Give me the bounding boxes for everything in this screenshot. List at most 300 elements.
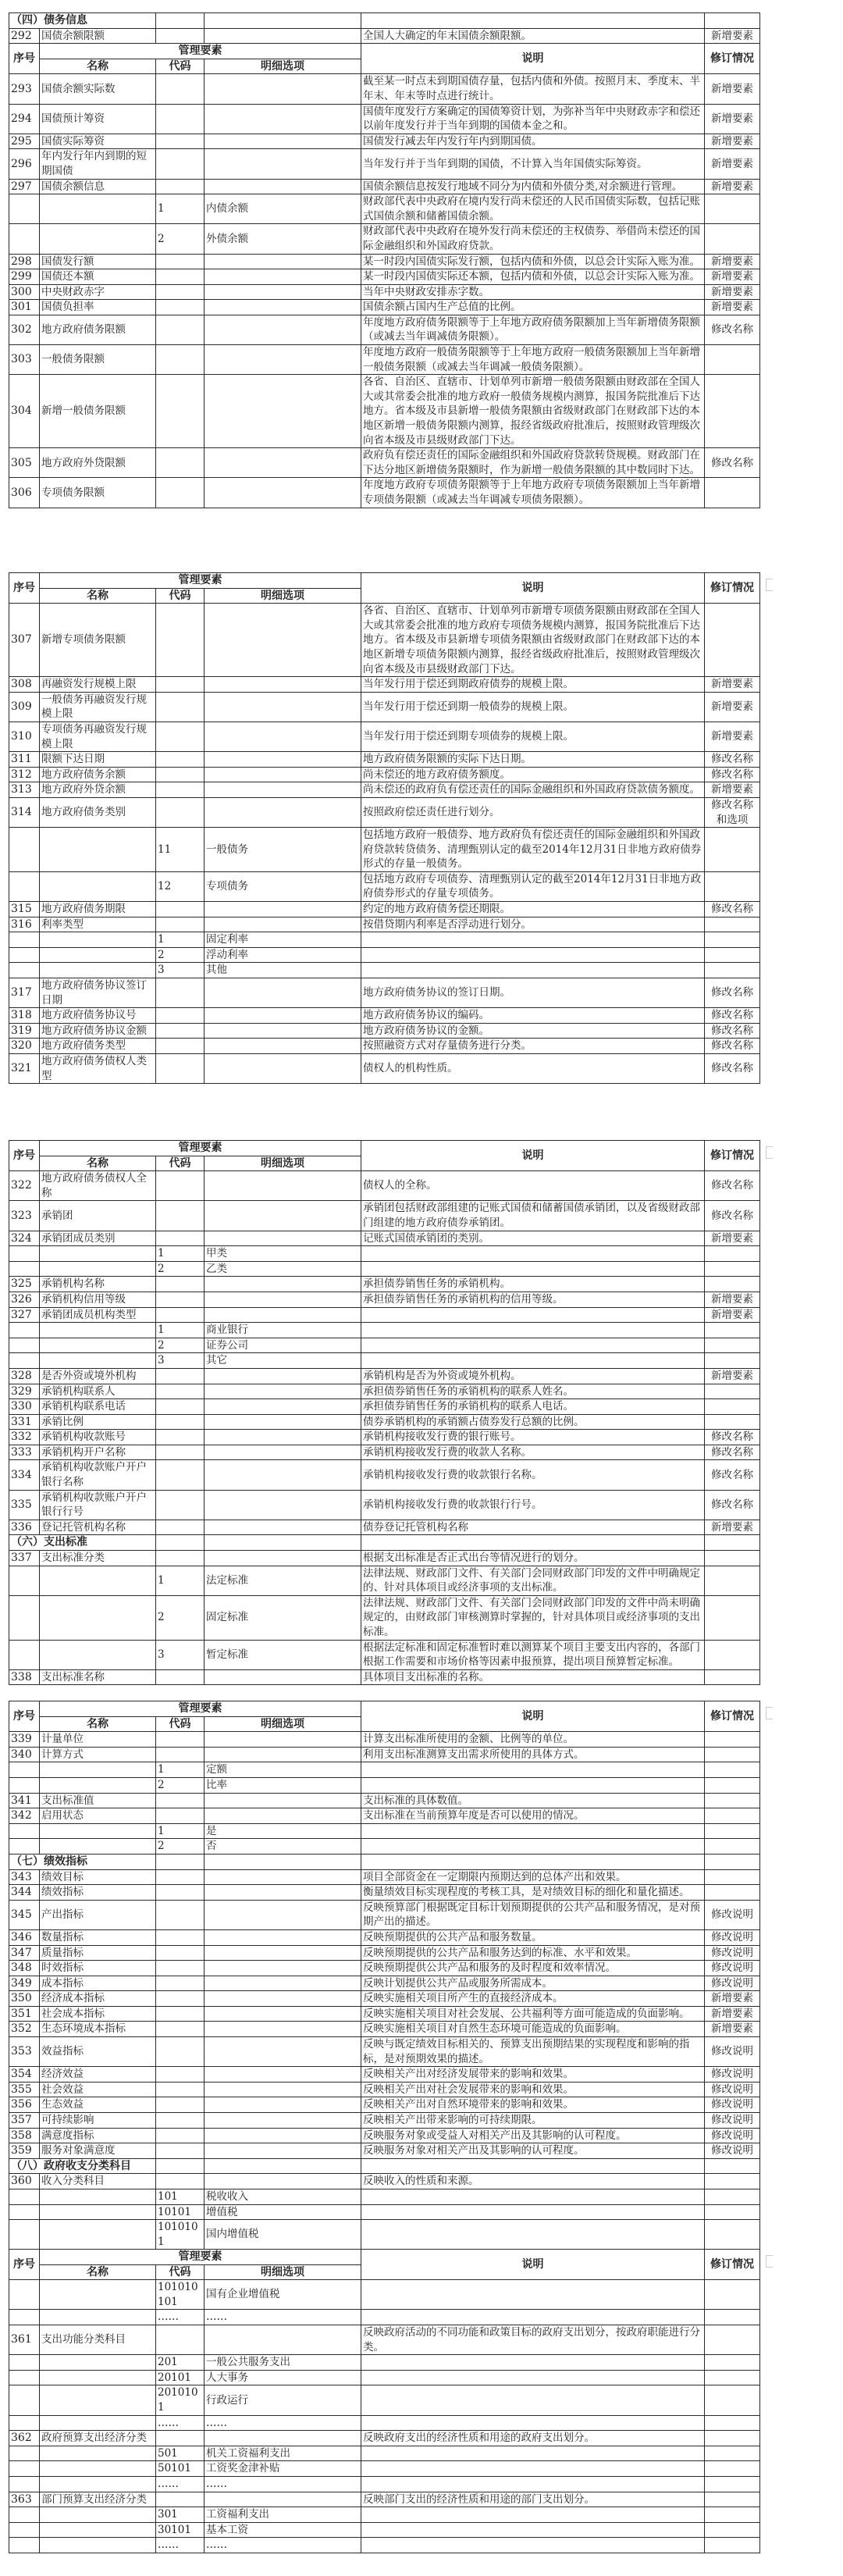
cell-code: 501 (156, 2446, 205, 2461)
header-mgmt: 管理要素 (40, 2250, 361, 2265)
table-row (9, 2310, 760, 2325)
table-row (9, 2006, 760, 2022)
cell-revision (705, 871, 760, 901)
cell-detail (205, 604, 361, 677)
cell-name (40, 194, 156, 224)
cell-code (156, 104, 205, 134)
cell-seq: 293 (9, 74, 40, 104)
cell-seq (9, 2446, 40, 2461)
cell-revision (705, 1747, 760, 1762)
cell-name (40, 1595, 156, 1640)
cell-seq: 317 (9, 978, 40, 1008)
cell-desc (361, 2310, 705, 2325)
cell-name: 年内发行年内到期的短期国债 (40, 149, 156, 179)
cell-revision (705, 1777, 760, 1793)
cell-detail: 基本工资 (205, 2522, 361, 2538)
table-row (9, 752, 760, 768)
cell-code: …… (156, 2538, 205, 2553)
cell-desc: 债权人的机构性质。 (361, 1054, 705, 1084)
header-name: 名称 (40, 588, 156, 604)
cell-name: 生态环境成本指标 (40, 2022, 156, 2037)
cell-desc: 反映与既定绩效目标相关的、预算支出预期结果的实现程度和影响的指标，是对预期效果的描述。 (361, 2037, 705, 2067)
empty-cell (361, 2158, 705, 2174)
cell-desc: 记账式国债承销团的类别。 (361, 1231, 705, 1246)
cell-name: 地方政府债务限额 (40, 315, 156, 344)
cell-desc (361, 1307, 705, 1323)
cell-code: 10101 (156, 2204, 205, 2220)
cell-code (156, 1171, 205, 1201)
cell-seq: 351 (9, 2006, 40, 2022)
cell-seq: 330 (9, 1399, 40, 1415)
table-row (9, 2385, 760, 2415)
cell-desc: 各省、自治区、直辖市、计划单列市新增专项债务限额由财政部在全国人大或其常委会批准的地方政府专项债务规模内测算，报国务院批准后下达地方。省本级及市县新增专项债务限额由省级财政部门在财政部下达的本地区新增专项债务限额内测算，报经省级政府批准后，按照财政管理级次向省本级及市县级财政部门下达。 (361, 604, 705, 677)
cell-name: 绩效目标 (40, 1869, 156, 1885)
cell-name: 承销比例 (40, 1414, 156, 1430)
cell-desc: 承担债券销售任务的承销机构。 (361, 1277, 705, 1292)
cell-detail (205, 767, 361, 782)
cell-revision: 修改名称 (705, 1430, 760, 1445)
cell-desc: 地方政府债务协议的金额。 (361, 1023, 705, 1039)
cell-name: 计算方式 (40, 1747, 156, 1762)
cell-code: 1010101 (156, 2220, 205, 2250)
cell-revision (705, 604, 760, 677)
cell-revision (705, 828, 760, 872)
cell-name: 新增专项债务限额 (40, 604, 156, 677)
cell-seq: 306 (9, 478, 40, 508)
cell-revision (705, 2431, 760, 2446)
cell-name: 满意度指标 (40, 2128, 156, 2143)
section-row (9, 13, 760, 29)
cell-name: 承销机构收款账户开户银行行号 (40, 1490, 156, 1520)
cell-revision (705, 2507, 760, 2523)
cell-code: 2 (156, 1595, 205, 1640)
cell-seq (9, 947, 40, 963)
cell-code (156, 345, 205, 375)
cell-seq (9, 1640, 40, 1669)
cell-name: 承销机构开户名称 (40, 1445, 156, 1460)
cell-detail (205, 1961, 361, 1976)
header-seq: 序号 (9, 2250, 40, 2280)
cell-desc: 反映计划提供公共产品或服务所需成本。 (361, 1976, 705, 1991)
cell-desc: 根据支出标准是否正式出台等情况进行的划分。 (361, 1551, 705, 1566)
cell-code (156, 1201, 205, 1231)
cell-desc: 债券登记托管机构名称 (361, 1520, 705, 1535)
cell-desc: 支出标准在当前预算年度是否可以使用的情况。 (361, 1808, 705, 1824)
table-row (9, 2492, 760, 2507)
cell-revision (705, 963, 760, 978)
table-row (9, 269, 760, 285)
cell-desc: 债权人的全称。 (361, 1171, 705, 1201)
table-row (9, 2204, 760, 2220)
cell-detail (205, 2037, 361, 2067)
cell-revision: 修改名称 (705, 1054, 760, 1084)
cell-desc: 当年发行用于偿还到期专项债券的规模上限。 (361, 721, 705, 751)
cell-code (156, 1039, 205, 1054)
cell-detail (205, 1490, 361, 1520)
cell-code (156, 1945, 205, 1961)
cell-revision: 修改说明 (705, 2128, 760, 2143)
cell-detail: 工资奖金津补贴 (205, 2461, 361, 2477)
cell-desc (361, 1338, 705, 1353)
empty-cell (205, 1535, 361, 1551)
element-table (9, 572, 760, 1084)
cell-desc: 国债发行减去年内发行年内到期国债。 (361, 134, 705, 149)
cell-desc: 地方政府债务协议的签订日期。 (361, 978, 705, 1008)
cell-seq: 357 (9, 2113, 40, 2129)
cell-revision (705, 1823, 760, 1839)
header-rev: 修订情况 (705, 44, 760, 74)
cell-detail: 税收收入 (205, 2189, 361, 2205)
cell-seq: 349 (9, 1976, 40, 1991)
cell-code: 3 (156, 1640, 205, 1669)
cell-detail (205, 1929, 361, 1945)
cell-seq: 336 (9, 1520, 40, 1535)
empty-cell (156, 2158, 205, 2174)
section-title: （八）政府收支分类科目 (9, 2158, 156, 2174)
cell-seq: 309 (9, 692, 40, 721)
cell-seq: 337 (9, 1551, 40, 1566)
cell-name: 地方政府债务债权人全称 (40, 1171, 156, 1201)
header-seq: 序号 (9, 1141, 40, 1171)
cell-code: 11 (156, 828, 205, 872)
cell-detail (205, 1430, 361, 1445)
cell-desc (361, 2461, 705, 2477)
cell-revision (705, 2325, 760, 2354)
table-row (9, 782, 760, 798)
cell-name: 国债余额实际数 (40, 74, 156, 104)
cell-code: 301 (156, 2507, 205, 2523)
cell-code (156, 1384, 205, 1399)
table-row (9, 1261, 760, 1277)
cell-desc: 反映预期提供的公共产品和服务数量。 (361, 1929, 705, 1945)
cell-revision (705, 2446, 760, 2461)
cell-desc: 国债余额信息按发行地域不同分为内债和外债分类,对余额进行管理。 (361, 179, 705, 194)
table-row (9, 2067, 760, 2083)
cell-name: 国债余额限额 (40, 28, 156, 44)
cell-detail: 工资福利支出 (205, 2507, 361, 2523)
cell-desc: 某一时段内国债实际发行额，包括内债和外债，以总会计实际入账为准。 (361, 254, 705, 269)
cell-code: 1 (156, 1323, 205, 1338)
cell-code (156, 1231, 205, 1246)
cell-revision (705, 1808, 760, 1824)
table-row (9, 1839, 760, 1855)
table-row (9, 1201, 760, 1231)
cell-desc (361, 1246, 705, 1262)
cell-revision: 修改名称 (705, 978, 760, 1008)
table-row (9, 28, 760, 44)
cell-desc: 反映实施相关项目对自然生态环境可能造成的负面影响。 (361, 2022, 705, 2037)
cell-detail (205, 375, 361, 448)
cell-seq: 348 (9, 1961, 40, 1976)
cell-desc: 年度地方政府专项债务限额等于上年地方政府专项债务限额加上当年新增专项债务限额（或减去当年调减专项债务限额）。 (361, 478, 705, 508)
cell-desc (361, 1762, 705, 1778)
cell-code: 2 (156, 224, 205, 254)
cell-name (40, 2189, 156, 2205)
table-row (9, 2220, 760, 2250)
cell-seq: 331 (9, 1414, 40, 1430)
table-row (9, 2461, 760, 2477)
cell-code: 2 (156, 1777, 205, 1793)
cell-revision: 修改说明 (705, 2082, 760, 2097)
empty-cell (156, 1854, 205, 1869)
cell-name (40, 2204, 156, 2220)
cell-revision: 修改名称 (705, 1023, 760, 1039)
cell-revision: 修改说明 (705, 1976, 760, 1991)
cell-revision: 新增要素 (705, 692, 760, 721)
cell-desc: 承销机构接收发行费的银行账号。 (361, 1430, 705, 1445)
cell-desc: 承销团包括财政部组建的记账式国债和储蓄国债承销团，以及省级财政部门组建的地方政府债券承销团。 (361, 1201, 705, 1231)
cell-code (156, 74, 205, 104)
cell-seq: 311 (9, 752, 40, 768)
cell-name (40, 1777, 156, 1793)
cell-name: 生态效益 (40, 2097, 156, 2113)
cell-seq: 338 (9, 1669, 40, 1685)
cell-detail: 乙类 (205, 1261, 361, 1277)
cell-name: 一般债务限额 (40, 345, 156, 375)
cell-seq (9, 1566, 40, 1595)
cell-revision: 新增要素 (705, 721, 760, 751)
cell-revision (705, 2310, 760, 2325)
header-mgmt: 管理要素 (40, 44, 361, 59)
header-name: 名称 (40, 1716, 156, 1732)
cell-detail (205, 2097, 361, 2113)
cell-desc (361, 932, 705, 948)
cell-detail (205, 797, 361, 827)
cell-seq: 355 (9, 2082, 40, 2097)
cell-name: 国债发行额 (40, 254, 156, 269)
cell-seq (9, 1338, 40, 1353)
cell-seq: 305 (9, 448, 40, 478)
cell-detail (205, 269, 361, 285)
cell-desc: 债券承销机构的承销额占债券发行总额的比例。 (361, 1414, 705, 1430)
cell-name (40, 2385, 156, 2415)
cell-name: 收入分类科目 (40, 2174, 156, 2189)
header-code: 代码 (156, 1156, 205, 1171)
cell-code: 20101 (156, 2370, 205, 2385)
cell-revision (705, 2220, 760, 2250)
cell-seq: 313 (9, 782, 40, 798)
cell-detail (205, 1201, 361, 1231)
cell-desc (361, 2507, 705, 2523)
cell-seq: 343 (9, 1869, 40, 1885)
table-row (9, 1777, 760, 1793)
cell-name: 是否外资或境外机构 (40, 1368, 156, 1384)
cell-revision (705, 1566, 760, 1595)
cell-seq (9, 2522, 40, 2538)
table-row (9, 2522, 760, 2538)
cell-revision (705, 375, 760, 448)
cell-detail: 增值税 (205, 2204, 361, 2220)
header-code: 代码 (156, 59, 205, 74)
cell-revision: 修改名称 (705, 767, 760, 782)
cell-seq (9, 1246, 40, 1262)
page-edge-marker (766, 1707, 773, 1719)
cell-desc (361, 2522, 705, 2538)
cell-seq: 329 (9, 1384, 40, 1399)
cell-detail: 定额 (205, 1762, 361, 1778)
cell-name: 成本指标 (40, 1976, 156, 1991)
cell-revision (705, 1595, 760, 1640)
cell-desc: 反映相关产出带来影响的可持续期限。 (361, 2113, 705, 2129)
header-detail: 明细选项 (205, 2264, 361, 2280)
cell-desc: 各省、自治区、直辖市、计划单列市新增一般债务限额由财政部在全国人大或其常委会批准的地方政府一般债务规模内测算，报国务院批准后下达地方。省本级及市县新增一般债务限额由省级财政部门在财政部下达的本地区新增一般债务限额内测算，报经省级政府批准后，按照财政管理级次向省本级及市县级财政部门下达。 (361, 375, 705, 448)
cell-detail (205, 345, 361, 375)
cell-revision: 修改说明 (705, 1929, 760, 1945)
cell-name: 地方政府债务协议号 (40, 1008, 156, 1024)
table-row (9, 345, 760, 375)
cell-seq (9, 1323, 40, 1338)
cell-name: 中央财政赤字 (40, 284, 156, 300)
cell-revision: 新增要素 (705, 74, 760, 104)
header-row (9, 44, 760, 59)
cell-desc (361, 2280, 705, 2310)
cell-desc (361, 1261, 705, 1277)
cell-name: 地方政府债务余额 (40, 767, 156, 782)
cell-detail (205, 315, 361, 344)
table-row (9, 2097, 760, 2113)
cell-detail (205, 1445, 361, 1460)
cell-detail (205, 1869, 361, 1885)
cell-name (40, 871, 156, 901)
cell-seq: 324 (9, 1231, 40, 1246)
cell-name: 支出标准名称 (40, 1669, 156, 1685)
cell-desc: 承担债券销售任务的承销机构的信用等级。 (361, 1292, 705, 1307)
cell-desc: 反映政府活动的不同功能和政策目标的政府支出划分，按政府职能进行分类。 (361, 2325, 705, 2354)
cell-seq (9, 932, 40, 948)
cell-desc (361, 2446, 705, 2461)
cell-seq: 319 (9, 1023, 40, 1039)
cell-seq: 321 (9, 1054, 40, 1084)
cell-detail: 浮动利率 (205, 947, 361, 963)
cell-desc: 法律法规、财政部门文件、有关部门会同财政部门印发的文件中明确规定的、针对具体项目或经济事项的支出标准。 (361, 1566, 705, 1595)
cell-desc: 财政部代表中央政府在境内发行尚未偿还的人民币国债实际数，包括记账式国债余额和储蓄国债余额。 (361, 194, 705, 224)
cell-code (156, 978, 205, 1008)
cell-name: 新增一般债务限额 (40, 375, 156, 448)
cell-revision: 修改名称和选项 (705, 797, 760, 827)
cell-detail: 一般公共服务支出 (205, 2355, 361, 2371)
cell-desc: 反映相关产出对自然环境带来的影响和效果。 (361, 2097, 705, 2113)
cell-name: 质量指标 (40, 1945, 156, 1961)
cell-code (156, 1460, 205, 1490)
cell-detail: 外债余额 (205, 224, 361, 254)
header-desc: 说明 (361, 44, 705, 74)
table-row (9, 1430, 760, 1445)
cell-name: 国债实际筹资 (40, 134, 156, 149)
table-row (9, 1399, 760, 1415)
empty-cell (705, 1535, 760, 1551)
cell-detail (205, 902, 361, 917)
table-row (9, 1231, 760, 1246)
cell-detail (205, 1008, 361, 1024)
cell-seq (9, 2355, 40, 2371)
cell-code (156, 1277, 205, 1292)
table-page-1 (9, 12, 759, 508)
table-row (9, 300, 760, 315)
cell-desc (361, 2415, 705, 2431)
table-row (9, 797, 760, 827)
cell-detail (205, 1808, 361, 1824)
cell-code: 3 (156, 963, 205, 978)
cell-code: 2010101 (156, 2385, 205, 2415)
empty-cell (205, 1854, 361, 1869)
cell-seq: 335 (9, 1490, 40, 1520)
cell-revision (705, 1640, 760, 1669)
cell-code (156, 1307, 205, 1323)
cell-code (156, 692, 205, 721)
cell-revision (705, 2476, 760, 2492)
cell-name: 支出功能分类科目 (40, 2325, 156, 2354)
cell-code (156, 2128, 205, 2143)
cell-desc (361, 1323, 705, 1338)
cell-name: 经济成本指标 (40, 1991, 156, 2007)
cell-code (156, 300, 205, 315)
cell-revision (705, 1839, 760, 1855)
cell-code (156, 2143, 205, 2159)
cell-revision (705, 1246, 760, 1262)
table-row (9, 1823, 760, 1839)
cell-detail: 人大事务 (205, 2370, 361, 2385)
cell-code (156, 1961, 205, 1976)
header-rev: 修订情况 (705, 1701, 760, 1732)
cell-detail (205, 1231, 361, 1246)
cell-detail: 是 (205, 1823, 361, 1839)
cell-detail: 商业银行 (205, 1323, 361, 1338)
cell-desc: 包括地方政府一般债券、地方政府负有偿还责任的国际金融组织和外国政府贷款转贷债务、清理甄别认定的截至2014年12月31日非地方政府债券形式的存量一般债务。 (361, 828, 705, 872)
cell-desc: 反映实施相关项目所产生的直接经济成本。 (361, 1991, 705, 2007)
cell-code (156, 2037, 205, 2067)
cell-detail: …… (205, 2538, 361, 2553)
cell-revision (705, 1399, 760, 1415)
cell-detail: 暂定标准 (205, 1640, 361, 1669)
empty-cell (156, 1535, 205, 1551)
cell-revision: 新增要素 (705, 269, 760, 285)
cell-seq: 353 (9, 2037, 40, 2067)
table-row (9, 2415, 760, 2431)
cell-seq: 320 (9, 1039, 40, 1054)
cell-detail (205, 1399, 361, 1415)
table-row (9, 947, 760, 963)
cell-revision (705, 2280, 760, 2310)
cell-code: 2 (156, 1261, 205, 1277)
cell-name: 承销机构收款账户开户银行名称 (40, 1460, 156, 1490)
cell-code (156, 2082, 205, 2097)
cell-name: 承销团 (40, 1201, 156, 1231)
cell-code (156, 767, 205, 782)
cell-name (40, 2522, 156, 2538)
table-row (9, 2476, 760, 2492)
cell-code (156, 1023, 205, 1039)
cell-name: 登记托管机构名称 (40, 1520, 156, 1535)
cell-name (40, 224, 156, 254)
cell-name: 经济效益 (40, 2067, 156, 2083)
cell-code: …… (156, 2476, 205, 2492)
table-row (9, 1640, 760, 1669)
table-row (9, 1292, 760, 1307)
element-table (9, 12, 760, 508)
cell-code (156, 1445, 205, 1460)
table-row (9, 1595, 760, 1640)
cell-seq (9, 1777, 40, 1793)
table-row (9, 963, 760, 978)
cell-seq: 304 (9, 375, 40, 448)
table-row (9, 1384, 760, 1399)
cell-seq: 341 (9, 1793, 40, 1808)
cell-seq: 339 (9, 1732, 40, 1748)
table-row (9, 224, 760, 254)
table-row (9, 917, 760, 932)
cell-code (156, 2174, 205, 2189)
cell-seq: 318 (9, 1008, 40, 1024)
